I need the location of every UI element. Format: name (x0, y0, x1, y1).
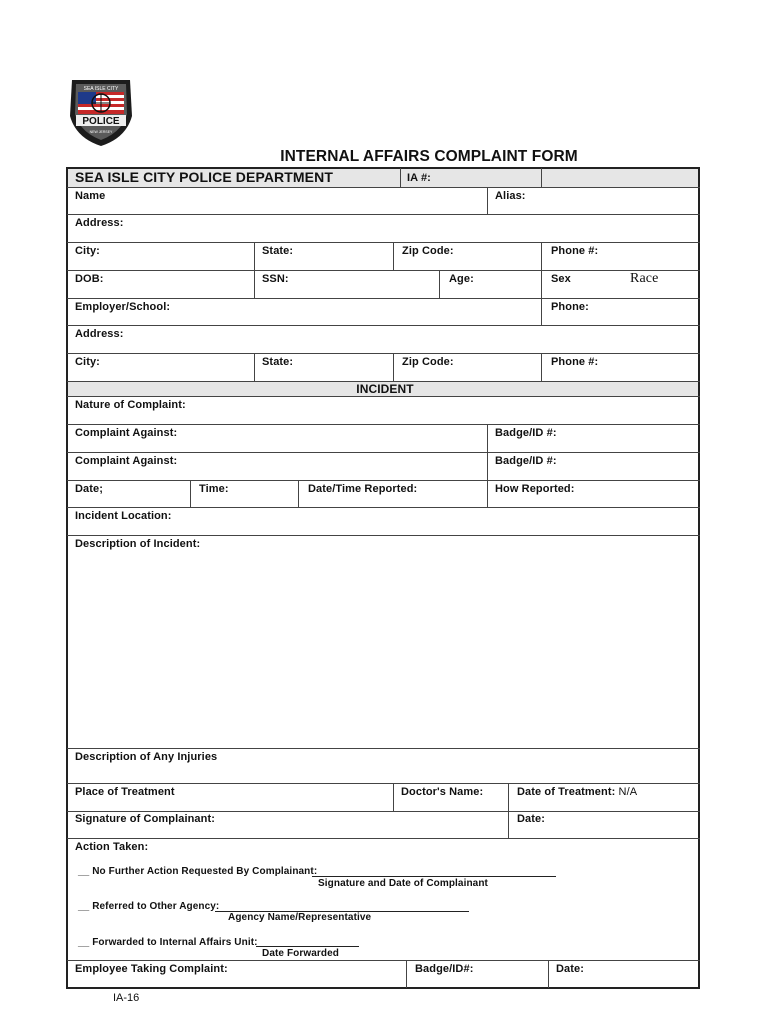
option3-line (256, 946, 359, 947)
address-label: Address: (75, 217, 124, 229)
employee-label: Employee Taking Complaint: (75, 963, 228, 975)
city-label: City: (75, 245, 100, 257)
doctor-label: Doctor's Name: (401, 786, 484, 798)
option3-caption: Date Forwarded (262, 948, 339, 959)
option1-caption: Signature and Date of Complainant (318, 878, 488, 889)
police-logo (66, 76, 136, 148)
dob-label: DOB: (75, 273, 104, 285)
signature-label: Signature of Complainant: (75, 813, 215, 825)
form-code: IA-16 (113, 992, 140, 1004)
department-name: SEA ISLE CITY POLICE DEPARTMENT (75, 169, 333, 185)
ssn-label: SSN: (262, 273, 289, 285)
how-reported-label: How Reported: (495, 483, 575, 495)
employee-date-label: Date: (556, 963, 585, 975)
time-label: Time: (199, 483, 229, 495)
age-label: Age: (449, 273, 474, 285)
phone-label: Phone #: (551, 245, 599, 257)
form-title: INTERNAL AFFAIRS COMPLAINT FORM (280, 148, 578, 165)
zip2-label: Zip Code: (402, 356, 454, 368)
city2-label: City: (75, 356, 100, 368)
date-time-reported-label: Date/Time Reported: (308, 483, 418, 495)
complaint-against-2-label: Complaint Against: (75, 455, 178, 467)
badge-2-label: Badge/ID #: (495, 455, 557, 467)
state2-label: State: (262, 356, 294, 368)
incident-location-label: Incident Location: (75, 510, 172, 522)
option-forwarded: __ Forwarded to Internal Affairs Unit: (78, 937, 258, 948)
ia-number-label: IA #: (407, 172, 431, 184)
svg-text:NEW JERSEY: NEW JERSEY (89, 130, 113, 134)
description-label: Description of Incident: (75, 538, 201, 550)
treatment-place-label: Place of Treatment (75, 786, 175, 798)
action-taken-label: Action Taken: (75, 841, 149, 853)
name-label: Name (75, 190, 106, 202)
option-referred: __ Referred to Other Agency: (78, 901, 220, 912)
treatment-date (517, 786, 637, 798)
treatment-date-value: N/A (618, 786, 638, 798)
option1-line (312, 876, 556, 877)
alias-label: Alias: (495, 190, 526, 202)
state-label: State: (262, 245, 294, 257)
phone2-label: Phone #: (551, 356, 599, 368)
incident-header: INCIDENT (356, 382, 414, 396)
treatment-date-label: Date of Treatment: (517, 786, 616, 798)
sex-label: Sex (551, 273, 571, 285)
signature-date-label: Date: (517, 813, 546, 825)
nature-label: Nature of Complaint: (75, 399, 186, 411)
svg-text:POLICE: POLICE (82, 116, 120, 127)
complaint-against-1-label: Complaint Against: (75, 427, 178, 439)
employee-badge-label: Badge/ID#: (415, 963, 474, 975)
zip-label: Zip Code: (402, 245, 454, 257)
employer-phone-label: Phone: (551, 301, 589, 313)
date-label: Date; (75, 483, 104, 495)
address2-label: Address: (75, 328, 124, 340)
option-no-further-action: __ No Further Action Requested By Complainant: (78, 866, 318, 877)
injuries-label: Description of Any Injuries (75, 751, 218, 763)
svg-text:SEA ISLE CITY: SEA ISLE CITY (83, 86, 119, 92)
badge-1-label: Badge/ID #: (495, 427, 557, 439)
employer-label: Employer/School: (75, 301, 171, 313)
race-label: Race (630, 271, 659, 286)
option2-caption: Agency Name/Representative (228, 912, 372, 923)
